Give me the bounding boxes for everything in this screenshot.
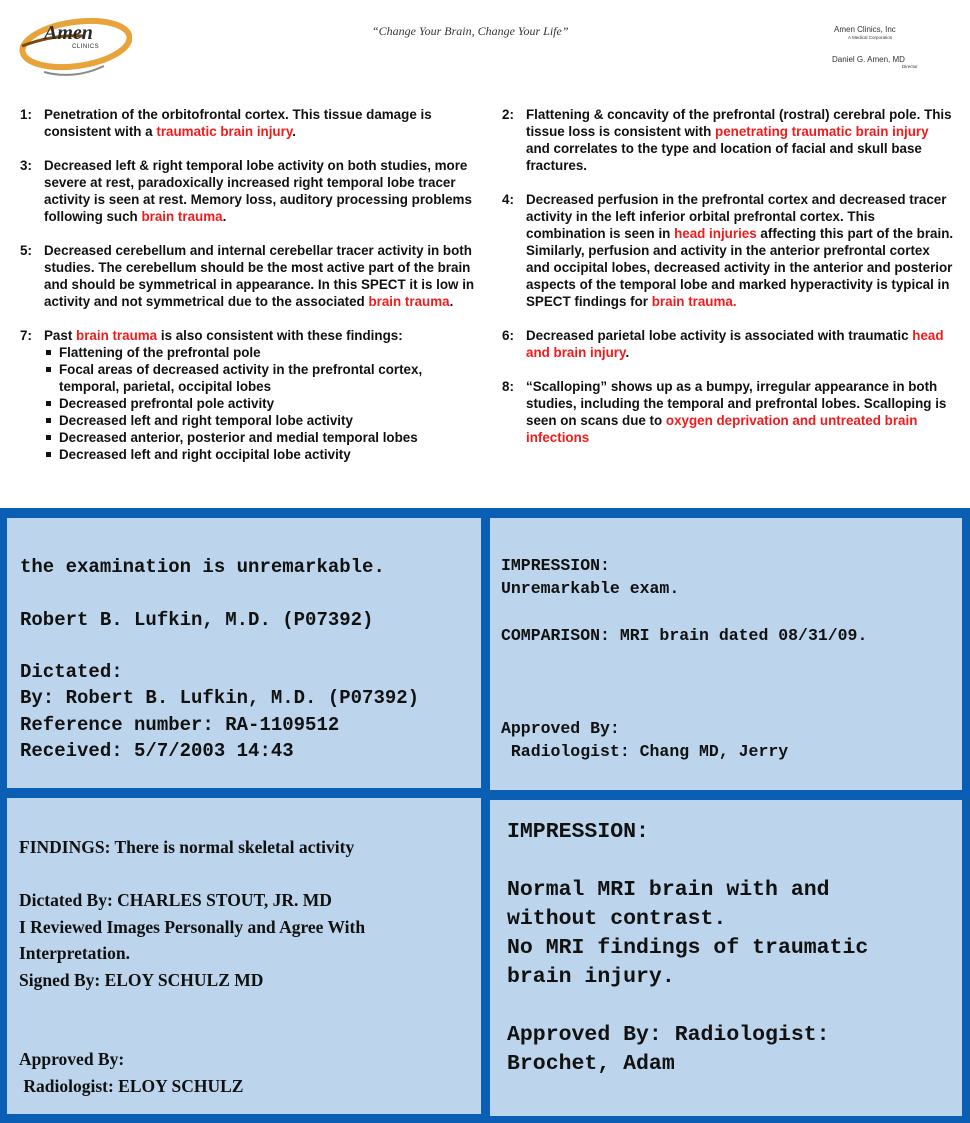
logo-text: Amen — [44, 22, 93, 44]
tagline: “Change Your Brain, Change Your Life” — [372, 24, 569, 38]
finding-number: 4: — [502, 192, 514, 207]
finding-highlight: head injuries — [674, 226, 757, 241]
finding-text: is also consistent with these findings: — [157, 328, 403, 343]
director-name: Daniel G. Amen, MD — [832, 55, 905, 64]
bullet-item: Decreased prefrontal pole activity — [44, 395, 478, 412]
bullet-item: Flattening of the prefrontal pole — [44, 344, 478, 361]
finding-highlight: brain trauma — [76, 328, 158, 343]
finding-bullet-list — [44, 344, 478, 463]
report-panel-brochet — [490, 800, 962, 1116]
finding-text: Penetration of the orbitofrontal cortex. This tissue damage is consistent with a — [44, 107, 432, 139]
report-panel-schulz — [7, 798, 481, 1114]
finding-number: 2: — [502, 107, 514, 122]
radiology-reports-grid — [0, 508, 970, 1123]
finding-item-1 — [20, 106, 478, 140]
finding-number: 7: — [20, 328, 32, 343]
finding-highlight-2: brain trauma. — [651, 294, 737, 309]
finding-text: Decreased cerebellum and internal cerebellar tracer activity in both studies. The cerebellum should be the most active part of the brain and should be symmetrical in appearance. In this SPECT it is low in activity and not symmetrical due to the associated — [44, 243, 475, 309]
finding-number: 5: — [20, 243, 32, 258]
report-text: the examination is unremarkable. Robert B. Lufkin, M.D. (P07392) Dictated: By: Robert B. Lufkin, M.D. (P07392) Reference number: RA-1109512 Received: 5/7/2003 14:43 — [20, 556, 420, 763]
report-text: IMPRESSION: Normal MRI brain with and without contrast. No MRI findings of traumatic brain injury. Approved By: Radiologist: Brochet, Adam — [507, 820, 869, 1076]
company-name: Amen Clinics, Inc — [834, 25, 896, 34]
finding-text-end: . — [292, 124, 297, 139]
bullet-item: Decreased left and right occipital lobe activity — [44, 446, 478, 463]
bullet-item: Decreased left and right temporal lobe activity — [44, 412, 478, 429]
bullet-item: Focal areas of decreased activity in the prefrontal cortex, temporal, parietal, occipital lobes — [44, 361, 478, 395]
findings-left-column — [20, 106, 478, 480]
finding-text-end: . — [449, 294, 454, 309]
finding-highlight: brain trauma — [141, 209, 223, 224]
finding-highlight: penetrating traumatic brain injury — [715, 124, 929, 139]
finding-highlight: head and brain injury — [526, 328, 944, 360]
finding-text-end: . — [222, 209, 227, 224]
finding-highlight: brain trauma — [368, 294, 450, 309]
finding-text: Decreased parietal lobe activity is associated with traumatic — [526, 328, 913, 343]
company-subtitle: A Medical Corporation — [848, 35, 893, 40]
finding-text: Decreased left & right temporal lobe activity on both studies, more severe at rest, paradoxically increased right temporal lobe tracer activity is seen at rest. Memory loss, auditory processing problems following such — [44, 158, 472, 224]
finding-text-mid: affecting this part of the brain. Similarly, perfusion and activity in the anterior prefrontal cortex and occipital lobes, decreased activity in the anterior and posterior aspects of the temporal lobe and marked hyperactivity is typical in SPECT findings for — [526, 226, 954, 309]
director-title: Director — [902, 64, 918, 69]
finding-number: 1: — [20, 107, 32, 122]
finding-number: 8: — [502, 379, 514, 394]
finding-text-end: . — [625, 345, 630, 360]
report-text: FINDINGS: There is normal skeletal activity Dictated By: CHARLES STOUT, JR. MD I Reviewed Images Personally and Agree With Interpretation. Signed By: ELOY SCHULZ MD Approved By: Radiologist: ELOY SCHULZ — [19, 837, 366, 1096]
finding-highlight: oxygen deprivation and untreated brain infections — [526, 413, 918, 445]
amen-clinics-report-sheet — [0, 0, 970, 508]
finding-text-end: and correlates to the type and location of facial and skull base fractures. — [526, 141, 922, 173]
finding-item-4 — [502, 191, 954, 310]
logo-subtext: CLINICS — [72, 44, 100, 50]
finding-text: Flattening & concavity of the prefrontal (rostral) cerebral pole. This tissue loss is consistent with — [526, 107, 952, 139]
finding-item-6 — [502, 327, 954, 361]
finding-item-5 — [20, 242, 478, 310]
finding-text-pre: Past — [44, 328, 77, 343]
bullet-item: Decreased anterior, posterior and medial temporal lobes — [44, 429, 478, 446]
report-panel-lufkin — [7, 518, 481, 788]
finding-number: 6: — [502, 328, 514, 343]
finding-text: Decreased perfusion in the prefrontal cortex and decreased tracer activity in the left inferior orbital prefrontal cortex. This combination is seen in — [526, 192, 947, 241]
finding-item-3 — [20, 157, 478, 225]
finding-text: “Scalloping” shows up as a bumpy, irregular appearance in both studies, including the temporal and prefrontal lobes. Scalloping is seen on scans due to — [526, 379, 947, 428]
report-text: IMPRESSION: Unremarkable exam. COMPARISON: MRI brain dated 08/31/09. Approved By: Radiologist: Chang MD, Jerry — [501, 556, 868, 762]
finding-item-2 — [502, 106, 954, 174]
report-panel-chang — [490, 518, 962, 790]
finding-item-8 — [502, 378, 954, 446]
finding-highlight: traumatic brain injury — [156, 124, 293, 139]
finding-number: 3: — [20, 158, 32, 173]
finding-item-7 — [20, 327, 478, 463]
findings-right-column — [502, 106, 954, 463]
